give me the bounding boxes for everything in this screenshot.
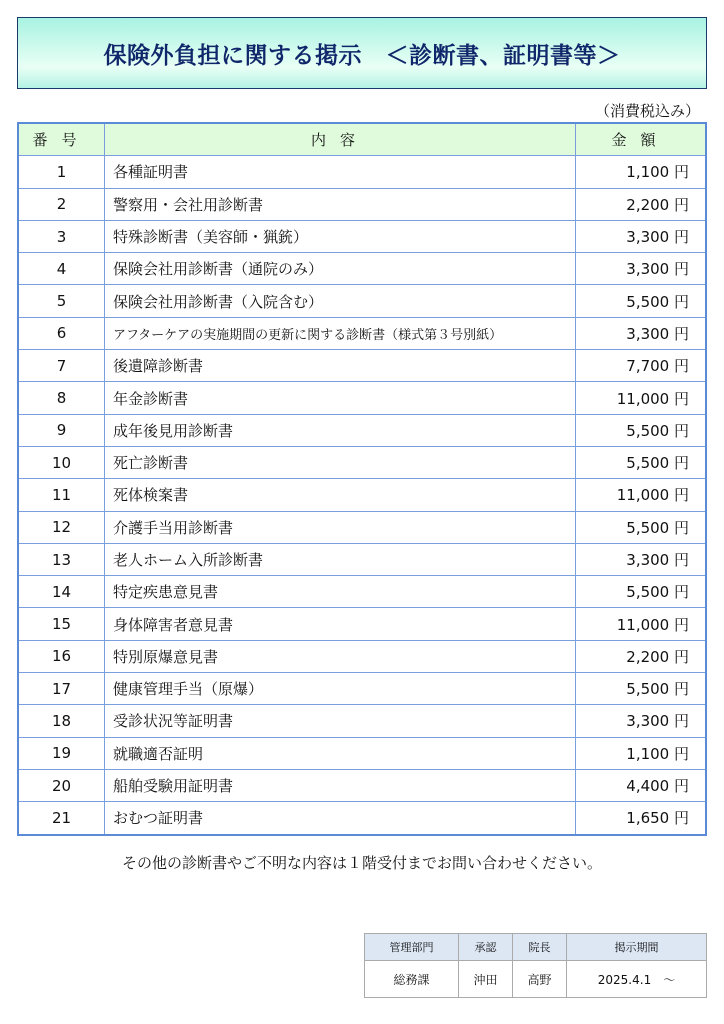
row-number: 9 bbox=[18, 414, 105, 446]
meta-value: 総務課 bbox=[365, 961, 459, 998]
row-number: 21 bbox=[18, 802, 105, 835]
row-item: 成年後見用診断書 bbox=[105, 414, 576, 446]
table-row bbox=[18, 350, 706, 382]
table-row bbox=[18, 253, 706, 285]
row-number: 19 bbox=[18, 737, 105, 769]
table-row bbox=[18, 511, 706, 543]
tax-note: （消費税込み） bbox=[594, 102, 700, 120]
table-row bbox=[18, 705, 706, 737]
row-item: 受診状況等証明書 bbox=[105, 705, 576, 737]
meta-header: 承認 bbox=[458, 934, 512, 961]
row-price: 5,500 円 bbox=[576, 285, 707, 317]
row-number: 4 bbox=[18, 253, 105, 285]
table-row bbox=[18, 769, 706, 801]
row-number: 5 bbox=[18, 285, 105, 317]
row-item: 介護手当用診断書 bbox=[105, 511, 576, 543]
row-item: 保険会社用診断書（通院のみ） bbox=[105, 253, 576, 285]
row-item: 老人ホーム入所診断書 bbox=[105, 543, 576, 575]
table-row bbox=[18, 382, 706, 414]
meta-value: 高野 bbox=[512, 961, 566, 998]
table-row bbox=[18, 156, 706, 188]
row-number: 3 bbox=[18, 220, 105, 252]
row-price: 3,300 円 bbox=[576, 253, 707, 285]
row-price: 11,000 円 bbox=[576, 479, 707, 511]
row-number: 11 bbox=[18, 479, 105, 511]
row-item: 警察用・会社用診断書 bbox=[105, 188, 576, 220]
row-item: アフターケアの実施期間の更新に関する診断書（様式第３号別紙） bbox=[105, 317, 576, 349]
row-price: 5,500 円 bbox=[576, 511, 707, 543]
table-row bbox=[18, 479, 706, 511]
table-row bbox=[18, 673, 706, 705]
row-item: 健康管理手当（原爆） bbox=[105, 673, 576, 705]
table-row bbox=[18, 220, 706, 252]
row-price: 3,300 円 bbox=[576, 220, 707, 252]
row-price: 4,400 円 bbox=[576, 769, 707, 801]
row-number: 18 bbox=[18, 705, 105, 737]
table-row bbox=[18, 737, 706, 769]
row-price: 1,100 円 bbox=[576, 737, 707, 769]
row-price: 5,500 円 bbox=[576, 673, 707, 705]
row-number: 16 bbox=[18, 640, 105, 672]
row-price: 2,200 円 bbox=[576, 188, 707, 220]
row-item: 死亡診断書 bbox=[105, 446, 576, 478]
row-item: 就職適否証明 bbox=[105, 737, 576, 769]
row-item: 船舶受験用証明書 bbox=[105, 769, 576, 801]
inquiry-note: その他の診断書やご不明な内容は１階受付までお問い合わせください。 bbox=[121, 854, 602, 872]
row-item: おむつ証明書 bbox=[105, 802, 576, 835]
row-price: 5,500 円 bbox=[576, 414, 707, 446]
meta-value: 2025.4.1 ～ bbox=[567, 961, 707, 998]
row-number: 13 bbox=[18, 543, 105, 575]
row-number: 10 bbox=[18, 446, 105, 478]
row-number: 7 bbox=[18, 350, 105, 382]
row-price: 5,500 円 bbox=[576, 576, 707, 608]
row-number: 12 bbox=[18, 511, 105, 543]
row-item: 保険会社用診断書（入院含む） bbox=[105, 285, 576, 317]
header-content: 内容 bbox=[105, 123, 576, 156]
row-number: 1 bbox=[18, 156, 105, 188]
meta-header: 管理部門 bbox=[365, 934, 459, 961]
table-row bbox=[18, 414, 706, 446]
row-price: 7,700 円 bbox=[576, 350, 707, 382]
row-item: 特定疾患意見書 bbox=[105, 576, 576, 608]
row-price: 3,300 円 bbox=[576, 317, 707, 349]
table-row bbox=[18, 285, 706, 317]
row-number: 8 bbox=[18, 382, 105, 414]
row-number: 15 bbox=[18, 608, 105, 640]
fee-table bbox=[17, 122, 707, 836]
table-row bbox=[18, 543, 706, 575]
row-item: 各種証明書 bbox=[105, 156, 576, 188]
row-number: 6 bbox=[18, 317, 105, 349]
table-row bbox=[18, 317, 706, 349]
approval-table bbox=[364, 933, 707, 998]
row-item: 年金診断書 bbox=[105, 382, 576, 414]
row-price: 11,000 円 bbox=[576, 608, 707, 640]
table-row bbox=[18, 640, 706, 672]
page-title: 保険外負担に関する掲示 ＜診断書、証明書等＞ bbox=[17, 17, 707, 89]
table-row bbox=[18, 608, 706, 640]
table-row bbox=[18, 446, 706, 478]
row-number: 2 bbox=[18, 188, 105, 220]
table-row bbox=[18, 576, 706, 608]
row-price: 2,200 円 bbox=[576, 640, 707, 672]
meta-header: 掲示期間 bbox=[567, 934, 707, 961]
row-item: 特殊診断書（美容師・猟銃） bbox=[105, 220, 576, 252]
meta-header: 院長 bbox=[512, 934, 566, 961]
row-item: 身体障害者意見書 bbox=[105, 608, 576, 640]
row-price: 11,000 円 bbox=[576, 382, 707, 414]
row-number: 14 bbox=[18, 576, 105, 608]
row-price: 5,500 円 bbox=[576, 446, 707, 478]
table-header bbox=[18, 123, 706, 156]
row-price: 3,300 円 bbox=[576, 705, 707, 737]
table-row bbox=[18, 802, 706, 835]
row-item: 死体検案書 bbox=[105, 479, 576, 511]
row-price: 3,300 円 bbox=[576, 543, 707, 575]
meta-value: 沖田 bbox=[458, 961, 512, 998]
row-price: 1,650 円 bbox=[576, 802, 707, 835]
row-number: 17 bbox=[18, 673, 105, 705]
row-item: 後遺障診断書 bbox=[105, 350, 576, 382]
header-number: 番号 bbox=[18, 123, 105, 156]
row-item: 特別原爆意見書 bbox=[105, 640, 576, 672]
row-number: 20 bbox=[18, 769, 105, 801]
row-price: 1,100 円 bbox=[576, 156, 707, 188]
header-price: 金額 bbox=[576, 123, 707, 156]
table-row bbox=[18, 188, 706, 220]
